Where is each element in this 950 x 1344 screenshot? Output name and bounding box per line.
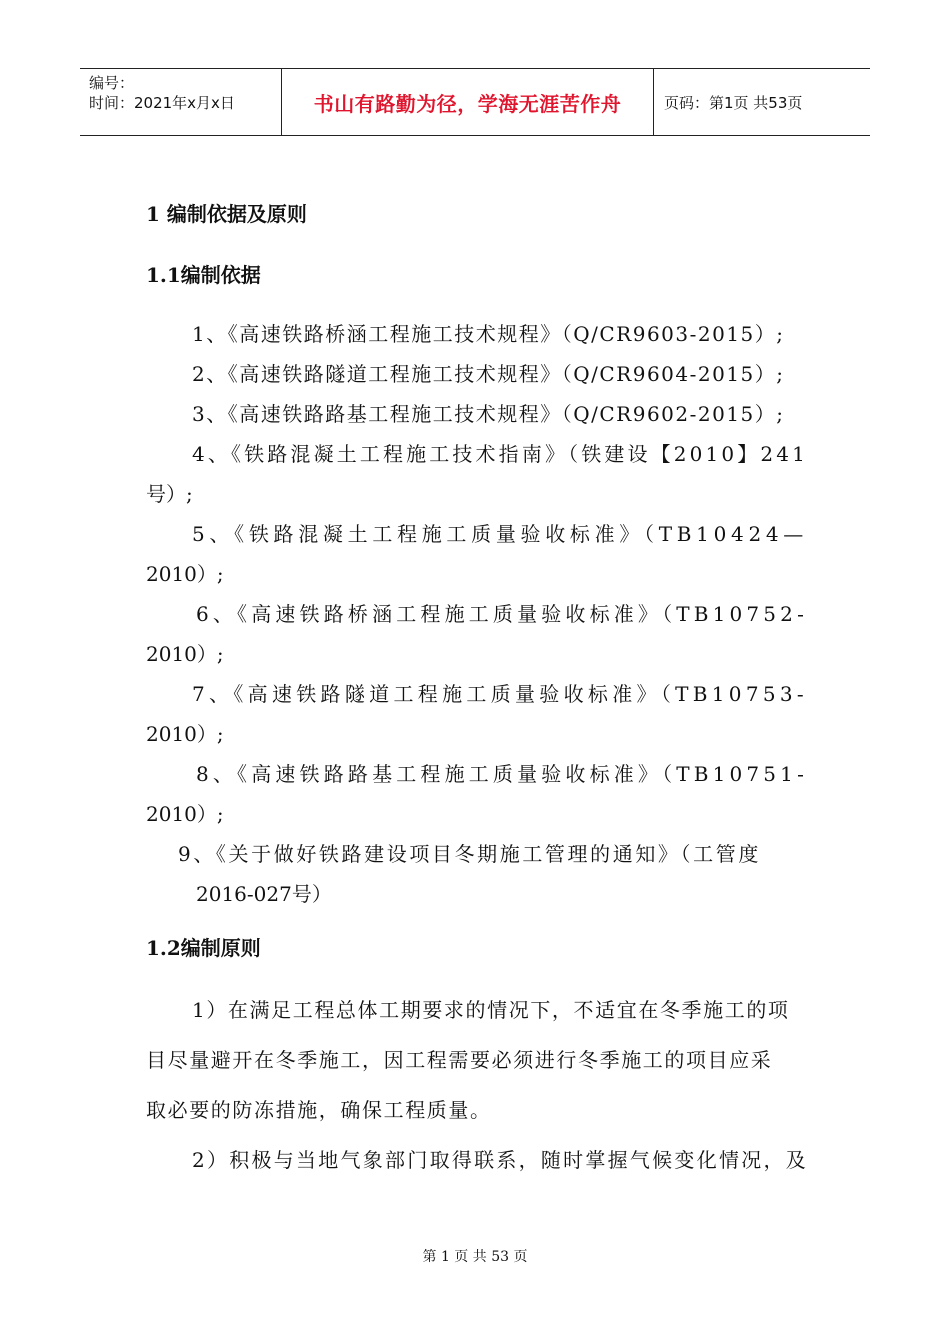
page-info: 页码：第1页 共53页	[664, 93, 803, 112]
basis-item-3: 3、《高速铁路路基工程施工技术规程》（Q/CR9602-2015）;	[192, 402, 785, 426]
basis-item-5: 5、《铁路混凝土工程施工质量验收标准》（TB10424—	[192, 522, 808, 546]
basis-item-9-cont: 2016-027号）	[196, 882, 332, 906]
basis-item-8-cont: 2010）;	[146, 802, 224, 826]
header-meta-cell	[80, 69, 282, 135]
document-number: 编号：	[89, 74, 135, 92]
basis-item-8: 8、《高速铁路路基工程施工质量验收标准》（TB10751-	[196, 762, 808, 786]
principle-1-line-3: 取必要的防冻措施，确保工程质量。	[146, 1098, 492, 1122]
header-page-cell	[654, 69, 870, 135]
basis-item-7: 7、《高速铁路隧道工程施工质量验收标准》（TB10753-	[192, 682, 808, 706]
section-1-heading: 1 编制依据及原则	[146, 202, 307, 226]
basis-item-2: 2、《高速铁路隧道工程施工技术规程》（Q/CR9604-2015）;	[192, 362, 785, 386]
motto-text: 书山有路勤为径，学海无涯苦作舟	[313, 91, 622, 116]
section-1-1-heading: 1.1编制依据	[146, 263, 261, 287]
document-header	[80, 68, 870, 136]
basis-item-1: 1、《高速铁路桥涵工程施工技术规程》（Q/CR9603-2015）;	[192, 322, 785, 346]
principle-1-line-1: 1）在满足工程总体工期要求的情况下，不适宜在冬季施工的项	[192, 998, 790, 1022]
principle-2-line-1: 2）积极与当地气象部门取得联系，随时掌握气候变化情况，及	[192, 1148, 808, 1172]
basis-item-6-cont: 2010）;	[146, 642, 224, 666]
page-footer: 第 1 页 共 53 页	[422, 1249, 528, 1265]
header-motto-cell	[282, 69, 654, 135]
basis-item-4: 4、《铁路混凝土工程施工技术指南》（铁建设【2010】241	[192, 442, 808, 466]
document-date: 时间：2021年x月x日	[89, 94, 235, 112]
basis-item-9: 9、《关于做好铁路建设项目冬期施工管理的通知》（工管度	[178, 842, 761, 866]
basis-item-7-cont: 2010）;	[146, 722, 224, 746]
principle-1-line-2: 目尽量避开在冬季施工，因工程需要必须进行冬季施工的项目应采	[146, 1048, 773, 1072]
basis-item-5-cont: 2010）;	[146, 562, 224, 586]
section-1-2-heading: 1.2编制原则	[146, 936, 261, 960]
basis-item-6: 6、《高速铁路桥涵工程施工质量验收标准》（TB10752-	[196, 602, 808, 626]
basis-item-4-cont: 号）;	[146, 482, 193, 506]
